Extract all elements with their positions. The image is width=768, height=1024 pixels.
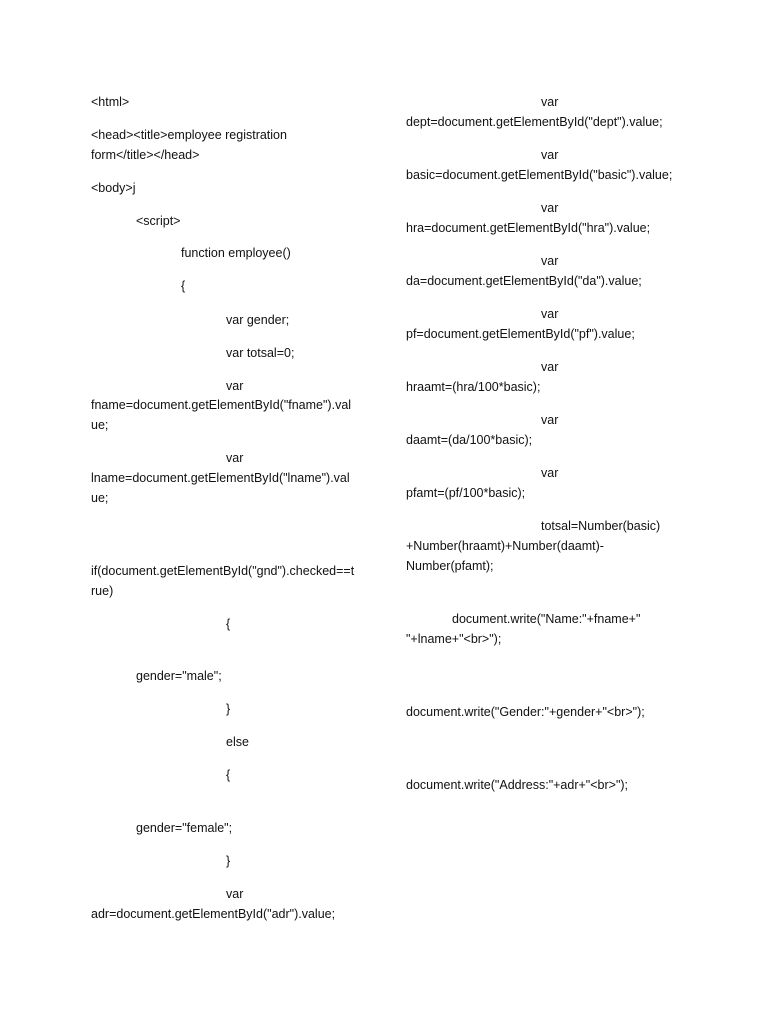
code-line: { xyxy=(226,768,231,782)
code-line: { xyxy=(226,617,231,631)
code-line: hraamt=(hra/100*basic); xyxy=(406,380,541,394)
code-line: fname=document.getElementById("fname").val xyxy=(91,398,352,412)
code-line: document.write("Gender:"+gender+"<br>"); xyxy=(406,705,645,719)
code-line: var gender; xyxy=(226,313,290,327)
code-line: var xyxy=(541,466,559,480)
code-line: ue; xyxy=(91,418,109,432)
code-line: } xyxy=(226,702,231,716)
code-line: Number(pfamt); xyxy=(406,559,494,573)
code-line: { xyxy=(181,279,186,293)
code-line: dept=document.getElementById("dept").value; xyxy=(406,115,663,129)
code-line: da=document.getElementById("da").value; xyxy=(406,274,642,288)
code-line: ue; xyxy=(91,491,109,505)
code-line: pf=document.getElementById("pf").value; xyxy=(406,327,635,341)
code-line: document.write("Name:"+fname+" xyxy=(452,612,641,626)
code-line: pfamt=(pf/100*basic); xyxy=(406,486,526,500)
code-line: "+lname+"<br>"); xyxy=(406,632,502,646)
code-line: gender="male"; xyxy=(136,669,222,683)
code-line: gender="female"; xyxy=(136,821,233,835)
code-line: var xyxy=(541,413,559,427)
code-line: hra=document.getElementById("hra").value; xyxy=(406,221,651,235)
code-line: document.write("Address:"+adr+"<br>"); xyxy=(406,778,629,792)
code-line: var xyxy=(541,95,559,109)
code-line: rue) xyxy=(91,584,114,598)
code-line: adr=document.getElementById("adr").value; xyxy=(91,907,336,921)
code-line: daamt=(da/100*basic); xyxy=(406,433,533,447)
code-line: var xyxy=(541,254,559,268)
code-line: +Number(hraamt)+Number(daamt)- xyxy=(406,539,604,553)
code-line: var xyxy=(541,307,559,321)
code-line: if(document.getElementById("gnd").checked==t xyxy=(91,564,355,578)
code-line: lname=document.getElementById("lname").val xyxy=(91,471,350,485)
code-line: <script> xyxy=(136,214,181,228)
code-line: var xyxy=(226,379,244,393)
code-line: <html> xyxy=(91,95,130,109)
code-line: var xyxy=(541,360,559,374)
code-line: var xyxy=(541,148,559,162)
code-line: var xyxy=(226,451,244,465)
code-line: var totsal=0; xyxy=(226,346,295,360)
code-line: totsal=Number(basic) xyxy=(541,519,661,533)
code-line: var xyxy=(226,887,244,901)
code-line: <body>j xyxy=(91,181,136,195)
code-line: var xyxy=(541,201,559,215)
code-line: form</title></head> xyxy=(91,148,200,162)
code-line: <head><title>employee registration xyxy=(91,128,287,142)
code-line: basic=document.getElementById("basic").value; xyxy=(406,168,673,182)
code-line: else xyxy=(226,735,249,749)
code-line: } xyxy=(226,854,231,868)
code-line: function employee() xyxy=(181,246,291,260)
